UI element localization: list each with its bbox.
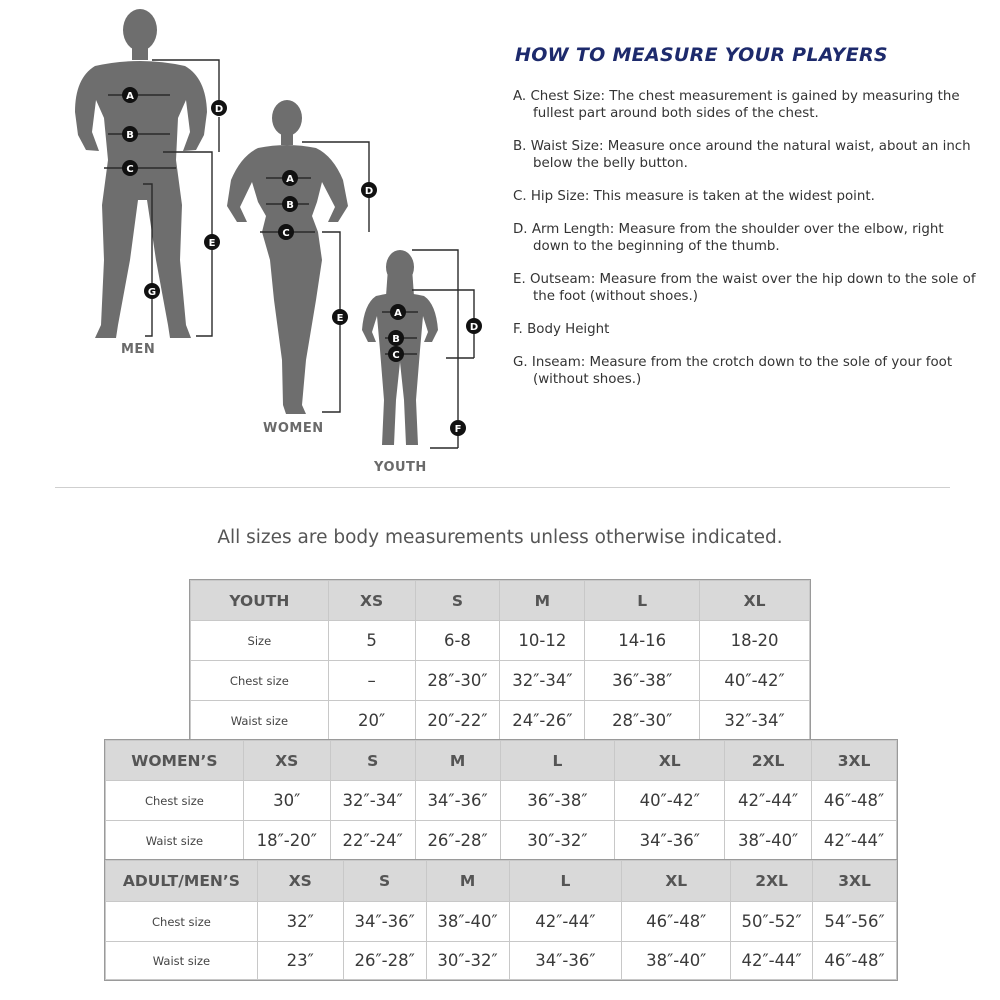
table-cell: 36″-38″ <box>500 781 615 821</box>
mens-header-xl: XL <box>622 861 731 902</box>
womens-header-xl: XL <box>615 741 725 781</box>
table-cell: 6-8 <box>415 621 500 661</box>
womens-header-3xl: 3XL <box>812 741 897 781</box>
marker-b-youth <box>388 330 404 346</box>
table-cell: 38″-40″ <box>426 902 509 942</box>
svg-text:F: F <box>454 424 462 435</box>
table-cell: 38″-40″ <box>622 942 731 980</box>
mens-header-label: ADULT/MEN’S <box>106 861 258 902</box>
marker-c-youth <box>388 346 404 362</box>
womens-header-s: S <box>330 741 415 781</box>
youth-header-row <box>191 581 810 621</box>
table-cell: 10-12 <box>500 621 585 661</box>
womens-header-label: WOMEN’S <box>106 741 244 781</box>
woman-silhouette <box>227 100 348 414</box>
mens-header-m: M <box>426 861 509 902</box>
table-cell: 28″-30″ <box>585 701 700 741</box>
svg-text:D: D <box>469 322 479 333</box>
table-cell: 42″-44″ <box>731 942 813 980</box>
marker-a-women <box>282 170 298 186</box>
table-cell: 32″-34″ <box>500 661 585 701</box>
mens-size-table <box>105 860 897 980</box>
row-label: Waist size <box>106 821 244 861</box>
table-cell: 14-16 <box>585 621 700 661</box>
table-cell: 34″-36″ <box>509 942 622 980</box>
womens-header-row <box>106 741 897 781</box>
table-cell: 28″-30″ <box>415 661 500 701</box>
table-cell: 22″-24″ <box>330 821 415 861</box>
table-cell: 38″-40″ <box>725 821 812 861</box>
table-cell: 20″ <box>328 701 415 741</box>
marker-c-men <box>122 160 138 176</box>
svg-text:B: B <box>126 130 134 141</box>
table-cell: 18-20 <box>700 621 810 661</box>
table-cell: 26″-28″ <box>343 942 426 980</box>
instruction-body-height: F. Body Height <box>513 322 610 337</box>
svg-text:G: G <box>147 287 157 298</box>
womens-header-2xl: 2XL <box>725 741 812 781</box>
mens-header-s: S <box>343 861 426 902</box>
table-row <box>106 902 897 942</box>
marker-b-women <box>282 196 298 212</box>
svg-text:B: B <box>286 200 294 211</box>
table-cell: 30″ <box>243 781 330 821</box>
table-cell: – <box>328 661 415 701</box>
table-cell: 40″-42″ <box>700 661 810 701</box>
instruction-arm-length: D. Arm Length: Measure from the shoulder over the elbow, right down to the beginning of the thumb. <box>513 222 944 254</box>
svg-text:C: C <box>392 350 400 361</box>
men-label: MEN <box>121 342 156 357</box>
table-cell: 36″-38″ <box>585 661 700 701</box>
youth-label: YOUTH <box>374 460 427 475</box>
table-cell: 46″-48″ <box>812 781 897 821</box>
instruction-chest: A. Chest Size: The chest measurement is gained by measuring the fullest part around both sides of the chest. <box>513 89 960 121</box>
women-label: WOMEN <box>263 421 324 436</box>
table-row <box>191 621 810 661</box>
row-label: Waist size <box>191 701 329 741</box>
marker-c-women <box>278 224 294 240</box>
instruction-outseam: E. Outseam: Measure from the waist over the hip down to the sole of the foot (without shoes.) <box>513 272 976 304</box>
how-to-measure-title: HOW TO MEASURE YOUR PLAYERS <box>515 44 888 66</box>
man-silhouette <box>75 9 207 338</box>
table-row <box>106 942 897 980</box>
mens-header-xs: XS <box>257 861 343 902</box>
table-cell: 26″-28″ <box>415 821 500 861</box>
svg-text:B: B <box>392 334 400 345</box>
mens-header-row <box>106 861 897 902</box>
womens-size-table <box>105 740 897 861</box>
measurement-figures <box>0 0 500 480</box>
svg-text:D: D <box>364 186 374 197</box>
how-to-measure-section <box>513 44 983 404</box>
svg-text:E: E <box>208 238 216 249</box>
instruction-hip: C. Hip Size: This measure is taken at the widest point. <box>513 189 875 204</box>
youth-size-table <box>190 580 810 741</box>
youth-header-xl: XL <box>700 581 810 621</box>
svg-text:C: C <box>126 164 134 175</box>
marker-g-men <box>144 283 160 299</box>
table-cell: 32″ <box>257 902 343 942</box>
table-cell: 46″-48″ <box>813 942 897 980</box>
table-row <box>191 701 810 741</box>
table-row <box>191 661 810 701</box>
measurement-note: All sizes are body measurements unless otherwise indicated. <box>217 527 783 548</box>
marker-d-women <box>361 182 377 198</box>
marker-a-men <box>122 87 138 103</box>
row-label: Chest size <box>191 661 329 701</box>
marker-d-men <box>211 100 227 116</box>
mens-header-2xl: 2XL <box>731 861 813 902</box>
measure-instructions <box>513 88 983 388</box>
mens-header-3xl: 3XL <box>813 861 897 902</box>
table-row <box>106 781 897 821</box>
marker-f-youth <box>450 420 466 436</box>
row-label: Chest size <box>106 781 244 821</box>
youth-header-s: S <box>415 581 500 621</box>
svg-text:D: D <box>214 104 224 115</box>
instruction-inseam: G. Inseam: Measure from the crotch down to the sole of your foot (without shoes.) <box>513 355 953 387</box>
marker-d-youth <box>466 318 482 334</box>
marker-e-men <box>204 234 220 250</box>
table-cell: 32″-34″ <box>700 701 810 741</box>
row-label: Size <box>191 621 329 661</box>
row-label: Chest size <box>106 902 258 942</box>
table-row <box>106 821 897 861</box>
silhouettes-diagram <box>0 0 500 480</box>
table-cell: 34″-36″ <box>615 821 725 861</box>
table-cell: 42″-44″ <box>509 902 622 942</box>
row-label: Waist size <box>106 942 258 980</box>
marker-b-men <box>122 126 138 142</box>
table-cell: 23″ <box>257 942 343 980</box>
table-cell: 20″-22″ <box>415 701 500 741</box>
table-cell: 24″-26″ <box>500 701 585 741</box>
youth-header-l: L <box>585 581 700 621</box>
table-cell: 42″-44″ <box>812 821 897 861</box>
table-cell: 50″-52″ <box>731 902 813 942</box>
table-cell: 34″-36″ <box>415 781 500 821</box>
table-cell: 40″-42″ <box>615 781 725 821</box>
womens-header-xs: XS <box>243 741 330 781</box>
section-divider <box>55 487 950 488</box>
youth-header-m: M <box>500 581 585 621</box>
marker-e-women <box>332 309 348 325</box>
svg-text:A: A <box>394 308 402 319</box>
mens-header-l: L <box>509 861 622 902</box>
table-cell: 42″-44″ <box>725 781 812 821</box>
table-cell: 30″-32″ <box>426 942 509 980</box>
svg-text:A: A <box>126 91 134 102</box>
table-cell: 18″-20″ <box>243 821 330 861</box>
table-cell: 32″-34″ <box>330 781 415 821</box>
table-cell: 30″-32″ <box>500 821 615 861</box>
svg-text:C: C <box>282 228 290 239</box>
youth-header-label: YOUTH <box>191 581 329 621</box>
womens-header-m: M <box>415 741 500 781</box>
table-cell: 5 <box>328 621 415 661</box>
youth-header-xs: XS <box>328 581 415 621</box>
svg-text:A: A <box>286 174 294 185</box>
table-cell: 34″-36″ <box>343 902 426 942</box>
table-cell: 54″-56″ <box>813 902 897 942</box>
marker-a-youth <box>390 304 406 320</box>
instruction-waist: B. Waist Size: Measure once around the natural waist, about an inch below the belly button. <box>513 139 971 171</box>
table-cell: 46″-48″ <box>622 902 731 942</box>
svg-text:E: E <box>336 313 344 324</box>
womens-header-l: L <box>500 741 615 781</box>
